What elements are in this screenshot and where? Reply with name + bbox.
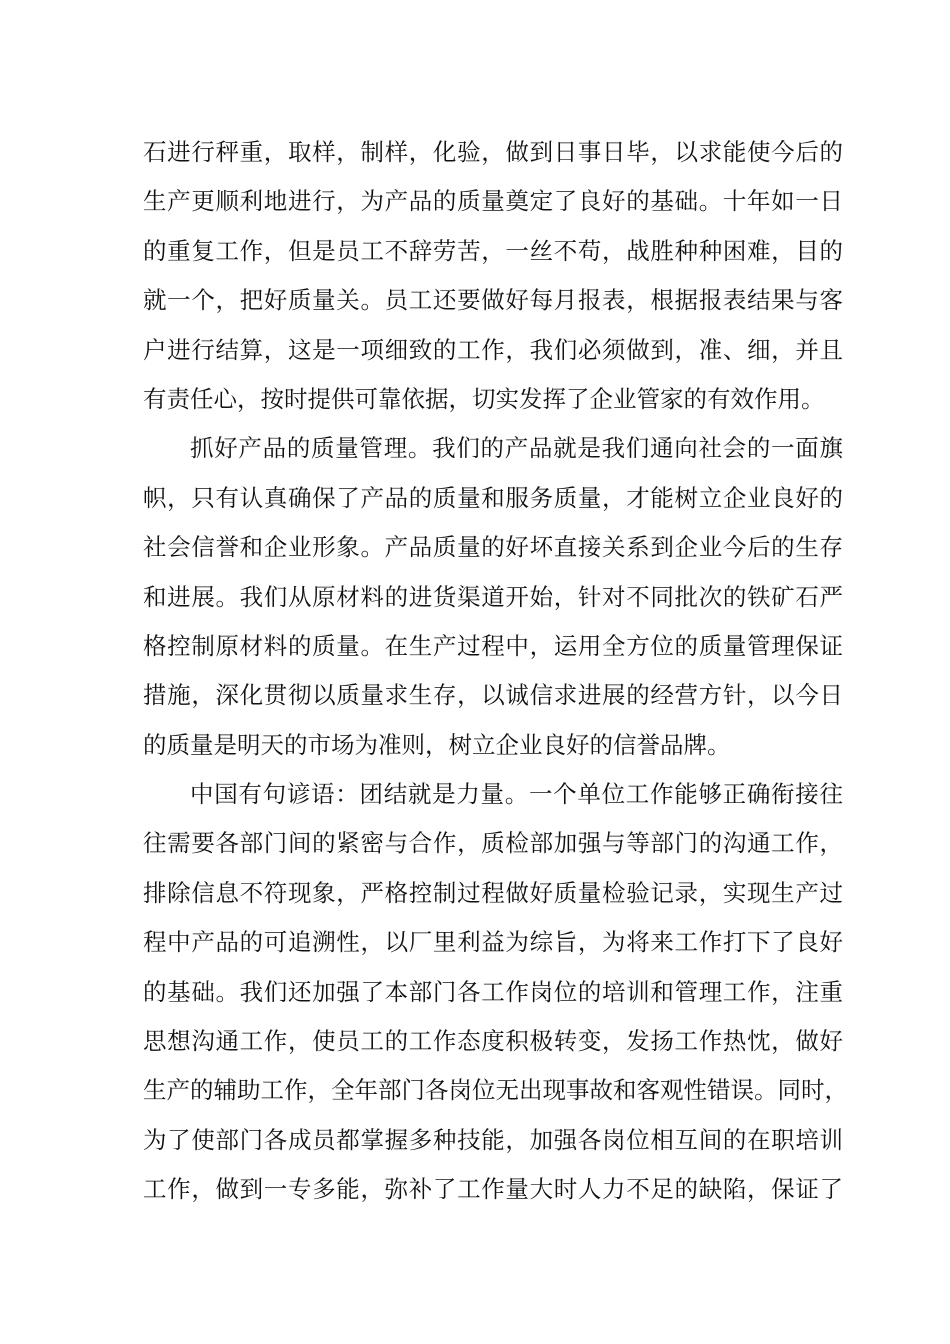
text-line: 为了使部门各成员都掌握多种技能，加强各岗位相互间的在职培训 — [143, 1125, 843, 1154]
paragraph-start-line: 中国有句谚语：团结就是力量。一个单位工作能够正确衔接往 — [190, 780, 843, 809]
text-line: 排除信息不符现象，严格控制过程做好质量检验记录，实现生产过 — [143, 878, 843, 907]
text-line: 帜，只有认真确保了产品的质量和服务质量，才能树立企业良好的 — [143, 483, 843, 512]
text-line: 石进行秤重，取样，制样，化验，做到日事日毕，以求能使今后的 — [143, 138, 843, 166]
text-line: 程中产品的可追溯性，以厂里利益为综旨，为将来工作打下了良好 — [143, 928, 843, 957]
text-line: 户进行结算，这是一项细致的工作，我们必须做到，准、细，并且 — [143, 335, 843, 364]
text-line: 和进展。我们从原材料的进货渠道开始，针对不同批次的铁矿石严 — [143, 582, 843, 611]
text-line: 的基础。我们还加强了本部门各工作岗位的培训和管理工作，注重 — [143, 977, 843, 1006]
text-line: 有责任心，按时提供可靠依据，切实发挥了企业管家的有效作用。 — [143, 384, 825, 413]
paragraph-start-line: 抓好产品的质量管理。我们的产品就是我们通向社会的一面旗 — [190, 434, 843, 463]
text-line: 格控制原材料的质量。在生产过程中，运用全方位的质量管理保证 — [143, 631, 843, 660]
text-line: 就一个，把好质量关。员工还要做好每月报表，根据报表结果与客 — [143, 286, 843, 315]
text-line: 往需要各部门间的紧密与合作，质检部加强与等部门的沟通工作， — [143, 829, 843, 858]
text-line: 措施，深化贯彻以质量求生存，以诚信求进展的经营方针，以今日 — [143, 681, 843, 710]
text-line: 生产更顺利地进行，为产品的质量奠定了良好的基础。十年如一日 — [143, 187, 843, 216]
text-line: 工作，做到一专多能，弥补了工作量大时人力不足的缺陷，保证了 — [143, 1175, 843, 1204]
text-line: 社会信誉和企业形象。产品质量的好坏直接关系到企业今后的生存 — [143, 533, 843, 562]
text-line: 生产的辅助工作，全年部门各岗位无出现事故和客观性错误。同时， — [143, 1076, 848, 1105]
document-body — [143, 128, 848, 1215]
text-line: 的质量是明天的市场为准则，树立企业良好的信誉品牌。 — [143, 730, 731, 759]
text-line: 思想沟通工作，使员工的工作态度积极转变，发扬工作热忱，做好 — [143, 1027, 843, 1056]
text-line: 的重复工作，但是员工不辞劳苦，一丝不苟，战胜种种困难，目的 — [143, 236, 843, 265]
